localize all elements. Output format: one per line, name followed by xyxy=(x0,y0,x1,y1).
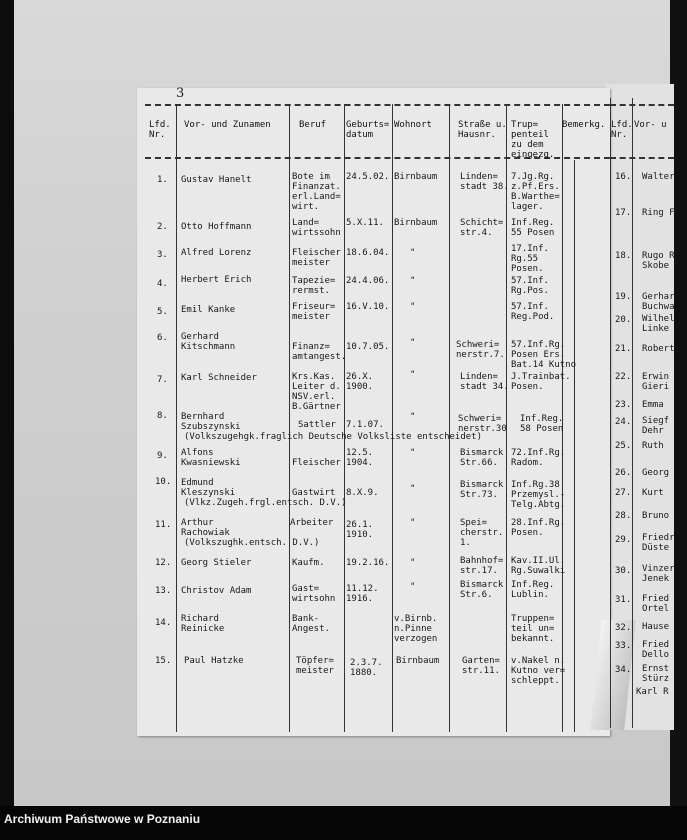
row-strasse: Linden= stadt 38. xyxy=(460,172,509,192)
row-beruf: Fleischer xyxy=(292,458,341,468)
row-truppenteil: 7.Jg.Rg. z.Pf.Ers. B.Warthe= lager. xyxy=(511,172,560,212)
row-truppenteil: 28.Inf.Rg. Posen. xyxy=(511,518,566,538)
header-geburtsdatum: Geburts= datum xyxy=(346,120,390,140)
row-name: Richard Reinicke xyxy=(181,614,225,634)
list-item-number: 24. xyxy=(615,417,632,427)
row-beruf: Land= wirtssohn xyxy=(292,218,341,238)
row-name: Christov Adam xyxy=(181,586,252,596)
row-number: 8. xyxy=(157,411,168,421)
right-header-name: Vor- u xyxy=(634,120,667,130)
row-number: 13. xyxy=(155,586,172,596)
list-item-name: Wilhel Linke xyxy=(642,314,675,334)
row-geburtsdatum: 7.1.07. xyxy=(346,420,384,430)
row-truppenteil: Inf.Rg.38 Przemysl.- Telg.Abtg. xyxy=(511,480,566,510)
row-beruf: Finanz= amtangest. xyxy=(292,342,347,362)
list-item-number: 30. xyxy=(615,566,632,576)
list-item-name: Bruno xyxy=(642,511,670,521)
list-item-number: 33. xyxy=(615,641,632,651)
row-truppenteil: 57.Inf. Reg.Pod. xyxy=(511,302,555,322)
row-number: 10. xyxy=(155,477,172,487)
list-item-name: Ring F xyxy=(642,208,675,218)
row-truppenteil: Inf.Reg. 58 Posen xyxy=(520,414,564,434)
row-beruf: Gast= wirtsohn xyxy=(292,584,336,604)
row-name: Otto Hoffmann xyxy=(181,222,252,232)
row-name: Arthur Rachowiak xyxy=(181,518,230,538)
row-wohnort: Birnbaum xyxy=(394,172,438,182)
row-beruf: Bote im Finanzat. erl.Land= wirt. xyxy=(292,172,341,212)
header-bemerkg: Bemerkg. xyxy=(562,120,606,130)
list-item-number: 26. xyxy=(615,468,632,478)
scan-edge xyxy=(0,0,14,806)
row-beruf: Sattler xyxy=(298,420,336,430)
list-item-name: Erwin Gieri xyxy=(642,372,670,392)
row-geburtsdatum: 26.X. 1900. xyxy=(346,372,374,392)
row-strasse: Spei= cherstr. 1. xyxy=(460,518,504,548)
row-name: Paul Hatzke xyxy=(184,656,244,666)
row-strasse: Bahnhof= str.17. xyxy=(460,556,504,576)
list-item-name: Walter xyxy=(642,172,675,182)
list-item-name: Hause xyxy=(642,622,670,632)
row-name: Karl Schneider xyxy=(181,373,257,383)
row-strasse: Schweri= nerstr.7. xyxy=(456,340,505,360)
row-name: Edmund Kleszynski xyxy=(181,478,236,498)
row-name: Alfred Lorenz xyxy=(181,248,252,258)
col-divider-wohnort xyxy=(449,104,450,732)
list-item-name: Gerhar Buchwa xyxy=(642,292,675,312)
row-strasse: Bismarck Str.66. xyxy=(460,448,504,468)
row-beruf: Tapezie= rermst. xyxy=(292,276,336,296)
row-strasse: Schicht= str.4. xyxy=(460,218,504,238)
list-item-name: Fried Dello xyxy=(642,640,670,660)
list-item-number: 31. xyxy=(615,595,632,605)
row-note: (Vlkz.Zugeh.frgl.entsch. D.V.) xyxy=(184,498,347,508)
row-strasse: Bismarck Str.73. xyxy=(460,480,504,500)
row-wohnort: v.Birnb. n.Pinne verzogen xyxy=(394,614,438,644)
row-geburtsdatum: 24.5.02. xyxy=(346,172,390,182)
list-item-number: 28. xyxy=(615,511,632,521)
row-beruf: Gastwirt xyxy=(292,488,336,498)
list-item-name: Ruth xyxy=(642,441,664,451)
list-item-number: 23. xyxy=(615,400,632,410)
list-item-name: Karl R xyxy=(636,687,669,697)
row-number: 7. xyxy=(157,375,168,385)
row-note: (Volkszughk.entsch. D.V.) xyxy=(184,538,320,548)
archive-label: Archiwum Państwowe w Poznaniu xyxy=(4,812,201,826)
row-number: 6. xyxy=(157,333,168,343)
row-geburtsdatum: 8.X.9. xyxy=(346,488,379,498)
row-beruf: Töpfer= meister xyxy=(296,656,334,676)
row-geburtsdatum: 10.7.05. xyxy=(346,342,390,352)
row-strasse: Bismarck Str.6. xyxy=(460,580,504,600)
header-top-rule xyxy=(145,104,610,106)
row-geburtsdatum: 18.6.04. xyxy=(346,248,390,258)
list-item-number: 21. xyxy=(615,344,632,354)
list-item-number: 27. xyxy=(615,488,632,498)
header-beruf: Beruf xyxy=(299,120,327,130)
list-item-number: 32. xyxy=(615,623,632,633)
row-number: 5. xyxy=(157,307,168,317)
row-geburtsdatum: 12.5. 1904. xyxy=(346,448,374,468)
page-number-mark: 3 xyxy=(176,86,185,101)
header-truppenteil: Trup= penteil zu dem eingezg. xyxy=(511,120,555,160)
list-item-name: Fried Ortel xyxy=(642,594,670,614)
row-beruf: Arbeiter xyxy=(290,518,334,528)
row-name: Herbert Erich xyxy=(181,275,252,285)
row-wohnort: " xyxy=(410,582,416,592)
row-wohnort: " xyxy=(410,412,416,422)
row-number: 12. xyxy=(155,558,172,568)
row-name: Gustav Hanelt xyxy=(181,175,252,185)
row-wohnort: " xyxy=(410,518,416,528)
row-wohnort: " xyxy=(410,558,416,568)
list-item-name: Vinzer Jenek xyxy=(642,564,675,584)
row-truppenteil: Inf.Reg. 55 Posen xyxy=(511,218,555,238)
list-item-name: Emma xyxy=(642,400,664,410)
row-number: 11. xyxy=(155,520,172,530)
list-item-number: 16. xyxy=(615,172,632,182)
row-name: Bernhard Szubszynski xyxy=(181,412,241,432)
row-number: 1. xyxy=(157,175,168,185)
right-header-bottom-rule xyxy=(610,157,674,159)
header-wohnort: Wohnort xyxy=(394,120,432,130)
list-item-name: Robert xyxy=(642,344,675,354)
row-beruf: Friseur= meister xyxy=(292,302,336,322)
col-divider-name xyxy=(289,104,290,732)
row-wohnort: " xyxy=(410,302,416,312)
right-header-lfd: Lfd. Nr. xyxy=(611,120,633,140)
row-beruf: Kaufm. xyxy=(292,558,325,568)
row-beruf: Bank- Angest. xyxy=(292,614,330,634)
row-truppenteil: Kav.II.Ul. Rg.Suwalki xyxy=(511,556,566,576)
row-geburtsdatum: 24.4.06. xyxy=(346,276,390,286)
list-item-number: 19. xyxy=(615,292,632,302)
row-name: Gerhard Kitschmann xyxy=(181,332,236,352)
row-truppenteil: 57.Inf.Rg. Posen Ers. Bat.14 Kutno xyxy=(511,340,577,370)
list-item-name: Rugo R Skobe xyxy=(642,251,675,271)
row-truppenteil: 17.Inf. Rg.55 Posen. xyxy=(511,244,549,274)
list-item-name: Kurt xyxy=(642,488,664,498)
row-wohnort: " xyxy=(410,276,416,286)
row-wohnort: " xyxy=(410,484,416,494)
row-name: Georg Stieler xyxy=(181,558,252,568)
row-wohnort: " xyxy=(410,248,416,258)
row-number: 14. xyxy=(155,618,172,628)
list-item-number: 34. xyxy=(615,665,632,675)
row-truppenteil: J.Trainbat. Posen. xyxy=(511,372,571,392)
row-geburtsdatum: 26.1. 1910. xyxy=(346,520,374,540)
list-item-number: 29. xyxy=(615,535,632,545)
row-strasse: Linden= stadt 34. xyxy=(460,372,509,392)
row-number: 2. xyxy=(157,222,168,232)
row-geburtsdatum: 11.12. 1916. xyxy=(346,584,379,604)
row-name: Emil Kanke xyxy=(181,305,236,315)
row-geburtsdatum: 5.X.11. xyxy=(346,218,384,228)
col-divider-datum xyxy=(392,104,393,732)
row-wohnort: Birnbaum xyxy=(394,218,438,228)
row-truppenteil: v.Nakel n. Kutno ver= schleppt. xyxy=(511,656,566,686)
row-geburtsdatum: 16.V.10. xyxy=(346,302,390,312)
right-col-divider xyxy=(632,98,633,728)
row-wohnort: Birnbaum xyxy=(396,656,440,666)
right-col-divider xyxy=(610,98,611,728)
row-geburtsdatum: 19.2.16. xyxy=(346,558,390,568)
row-strasse: Schweri= nerstr.30 xyxy=(458,414,507,434)
col-divider-lfd xyxy=(176,104,177,732)
header-strasse: Straße u. Hausnr. xyxy=(458,120,507,140)
row-beruf: Krs.Kas. Leiter d. NSV.erl. B.Gärtner xyxy=(292,372,341,412)
list-item-number: 25. xyxy=(615,441,632,451)
row-number: 4. xyxy=(157,279,168,289)
row-number: 3. xyxy=(157,250,168,260)
row-wohnort: " xyxy=(410,448,416,458)
right-header-top-rule xyxy=(610,104,674,106)
row-note: (Volkszugehgk.fraglich Deutsche Volksliste entscheidet) xyxy=(184,432,483,442)
row-wohnort: " xyxy=(410,370,416,380)
list-item-name: Ernst Stürz xyxy=(642,664,670,684)
row-strasse: Garten= str.11. xyxy=(462,656,500,676)
list-item-number: 17. xyxy=(615,208,632,218)
list-item-name: Friedr Düste xyxy=(642,533,675,553)
row-number: 9. xyxy=(157,451,168,461)
list-item-number: 22. xyxy=(615,372,632,382)
list-item-number: 20. xyxy=(615,315,632,325)
row-number: 15. xyxy=(155,656,172,666)
row-geburtsdatum: 2.3.7. 1880. xyxy=(350,658,383,678)
row-wohnort: " xyxy=(410,338,416,348)
row-truppenteil: Truppen= teil un= bekannt. xyxy=(511,614,555,644)
list-item-number: 18. xyxy=(615,251,632,261)
row-truppenteil: 57.Inf. Rg.Pos. xyxy=(511,276,549,296)
list-item-name: Siegf Dehr xyxy=(642,416,670,436)
header-lfd: Lfd. Nr. xyxy=(149,120,171,140)
col-divider-beruf xyxy=(344,104,345,732)
row-beruf: Fleischer meister xyxy=(292,248,341,268)
list-item-name: Georg xyxy=(642,468,670,478)
header-name: Vor- und Zunamen xyxy=(184,120,271,130)
row-name: Alfons Kwasniewski xyxy=(181,448,241,468)
row-truppenteil: Inf.Reg. Lublin. xyxy=(511,580,555,600)
col-divider-bemerkg xyxy=(574,160,575,732)
row-truppenteil: 72.Inf.Rg. Radom. xyxy=(511,448,566,468)
